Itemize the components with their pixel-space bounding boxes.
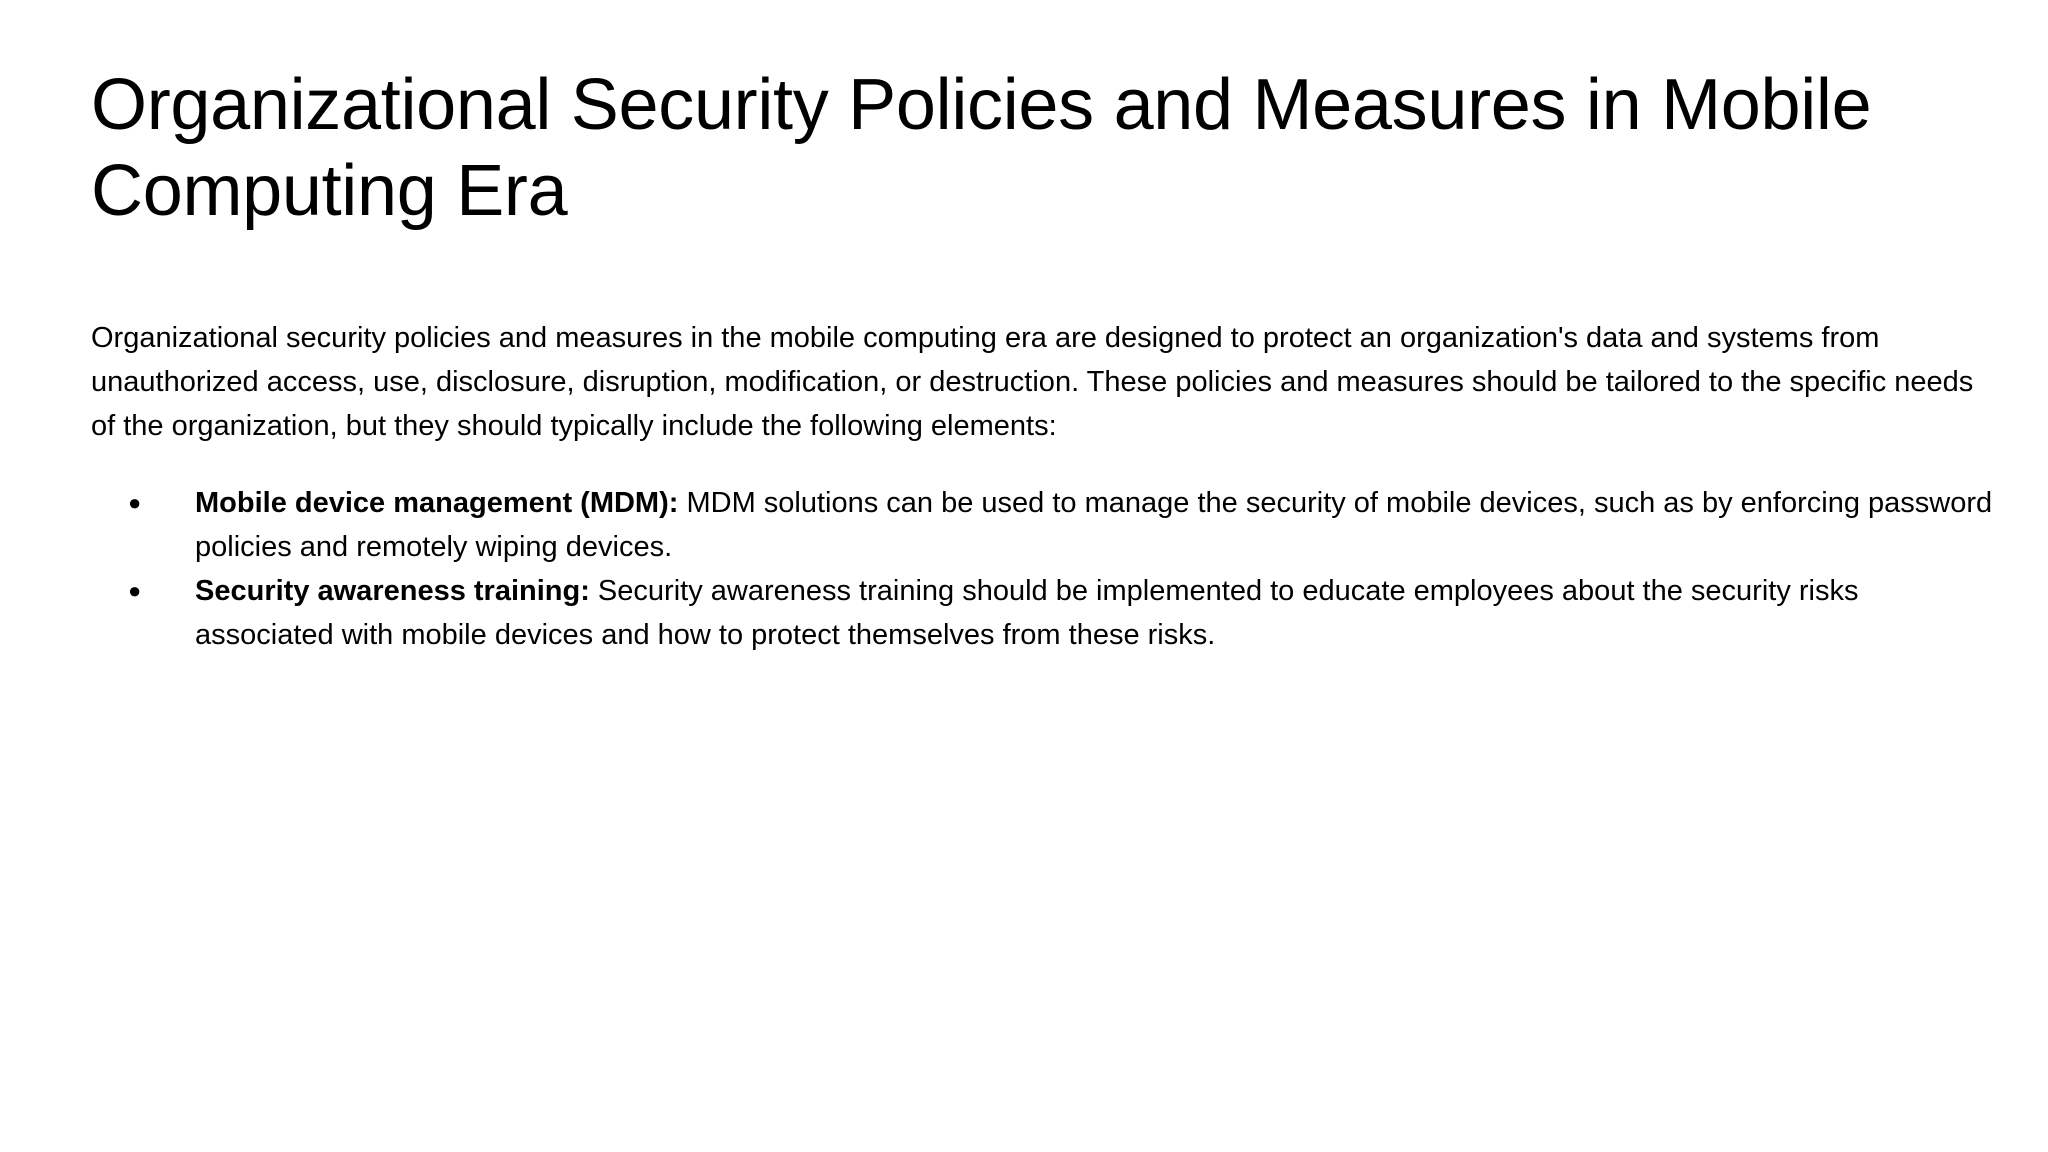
bullet-text-mdm: MDM solutions can be used to manage the security of mobile devices, such as by enforcing password policies and remotely wiping devices. <box>195 487 1993 563</box>
bullet-term-mdm: Mobile device management (MDM): <box>195 487 679 519</box>
bullet-text-training: Security awareness training should be implemented to educate employees about the security risks associated with mobile devices and how to protect themselves from these risks. <box>195 575 1859 651</box>
bullet-term-training: Security awareness training: <box>195 575 590 607</box>
intro-paragraph: Organizational security policies and measures in the mobile computing era are designed to protect an organization's data and systems from unauthorized access, use, disclosure, disruption, modification, or destruction. These policies and measures should be tailored to the specific needs of the organization, but they should typically include the following elements: <box>91 322 1974 442</box>
bullet-dot-icon: ● <box>128 490 142 515</box>
bullet-list <box>91 481 2001 657</box>
bullet-item-mdm <box>91 481 2001 569</box>
slide-title: Organizational Security Policies and Measures in Mobile Computing Era <box>91 65 1872 231</box>
bullet-item-training <box>91 569 2001 657</box>
bullet-dot-icon: ● <box>128 578 142 603</box>
